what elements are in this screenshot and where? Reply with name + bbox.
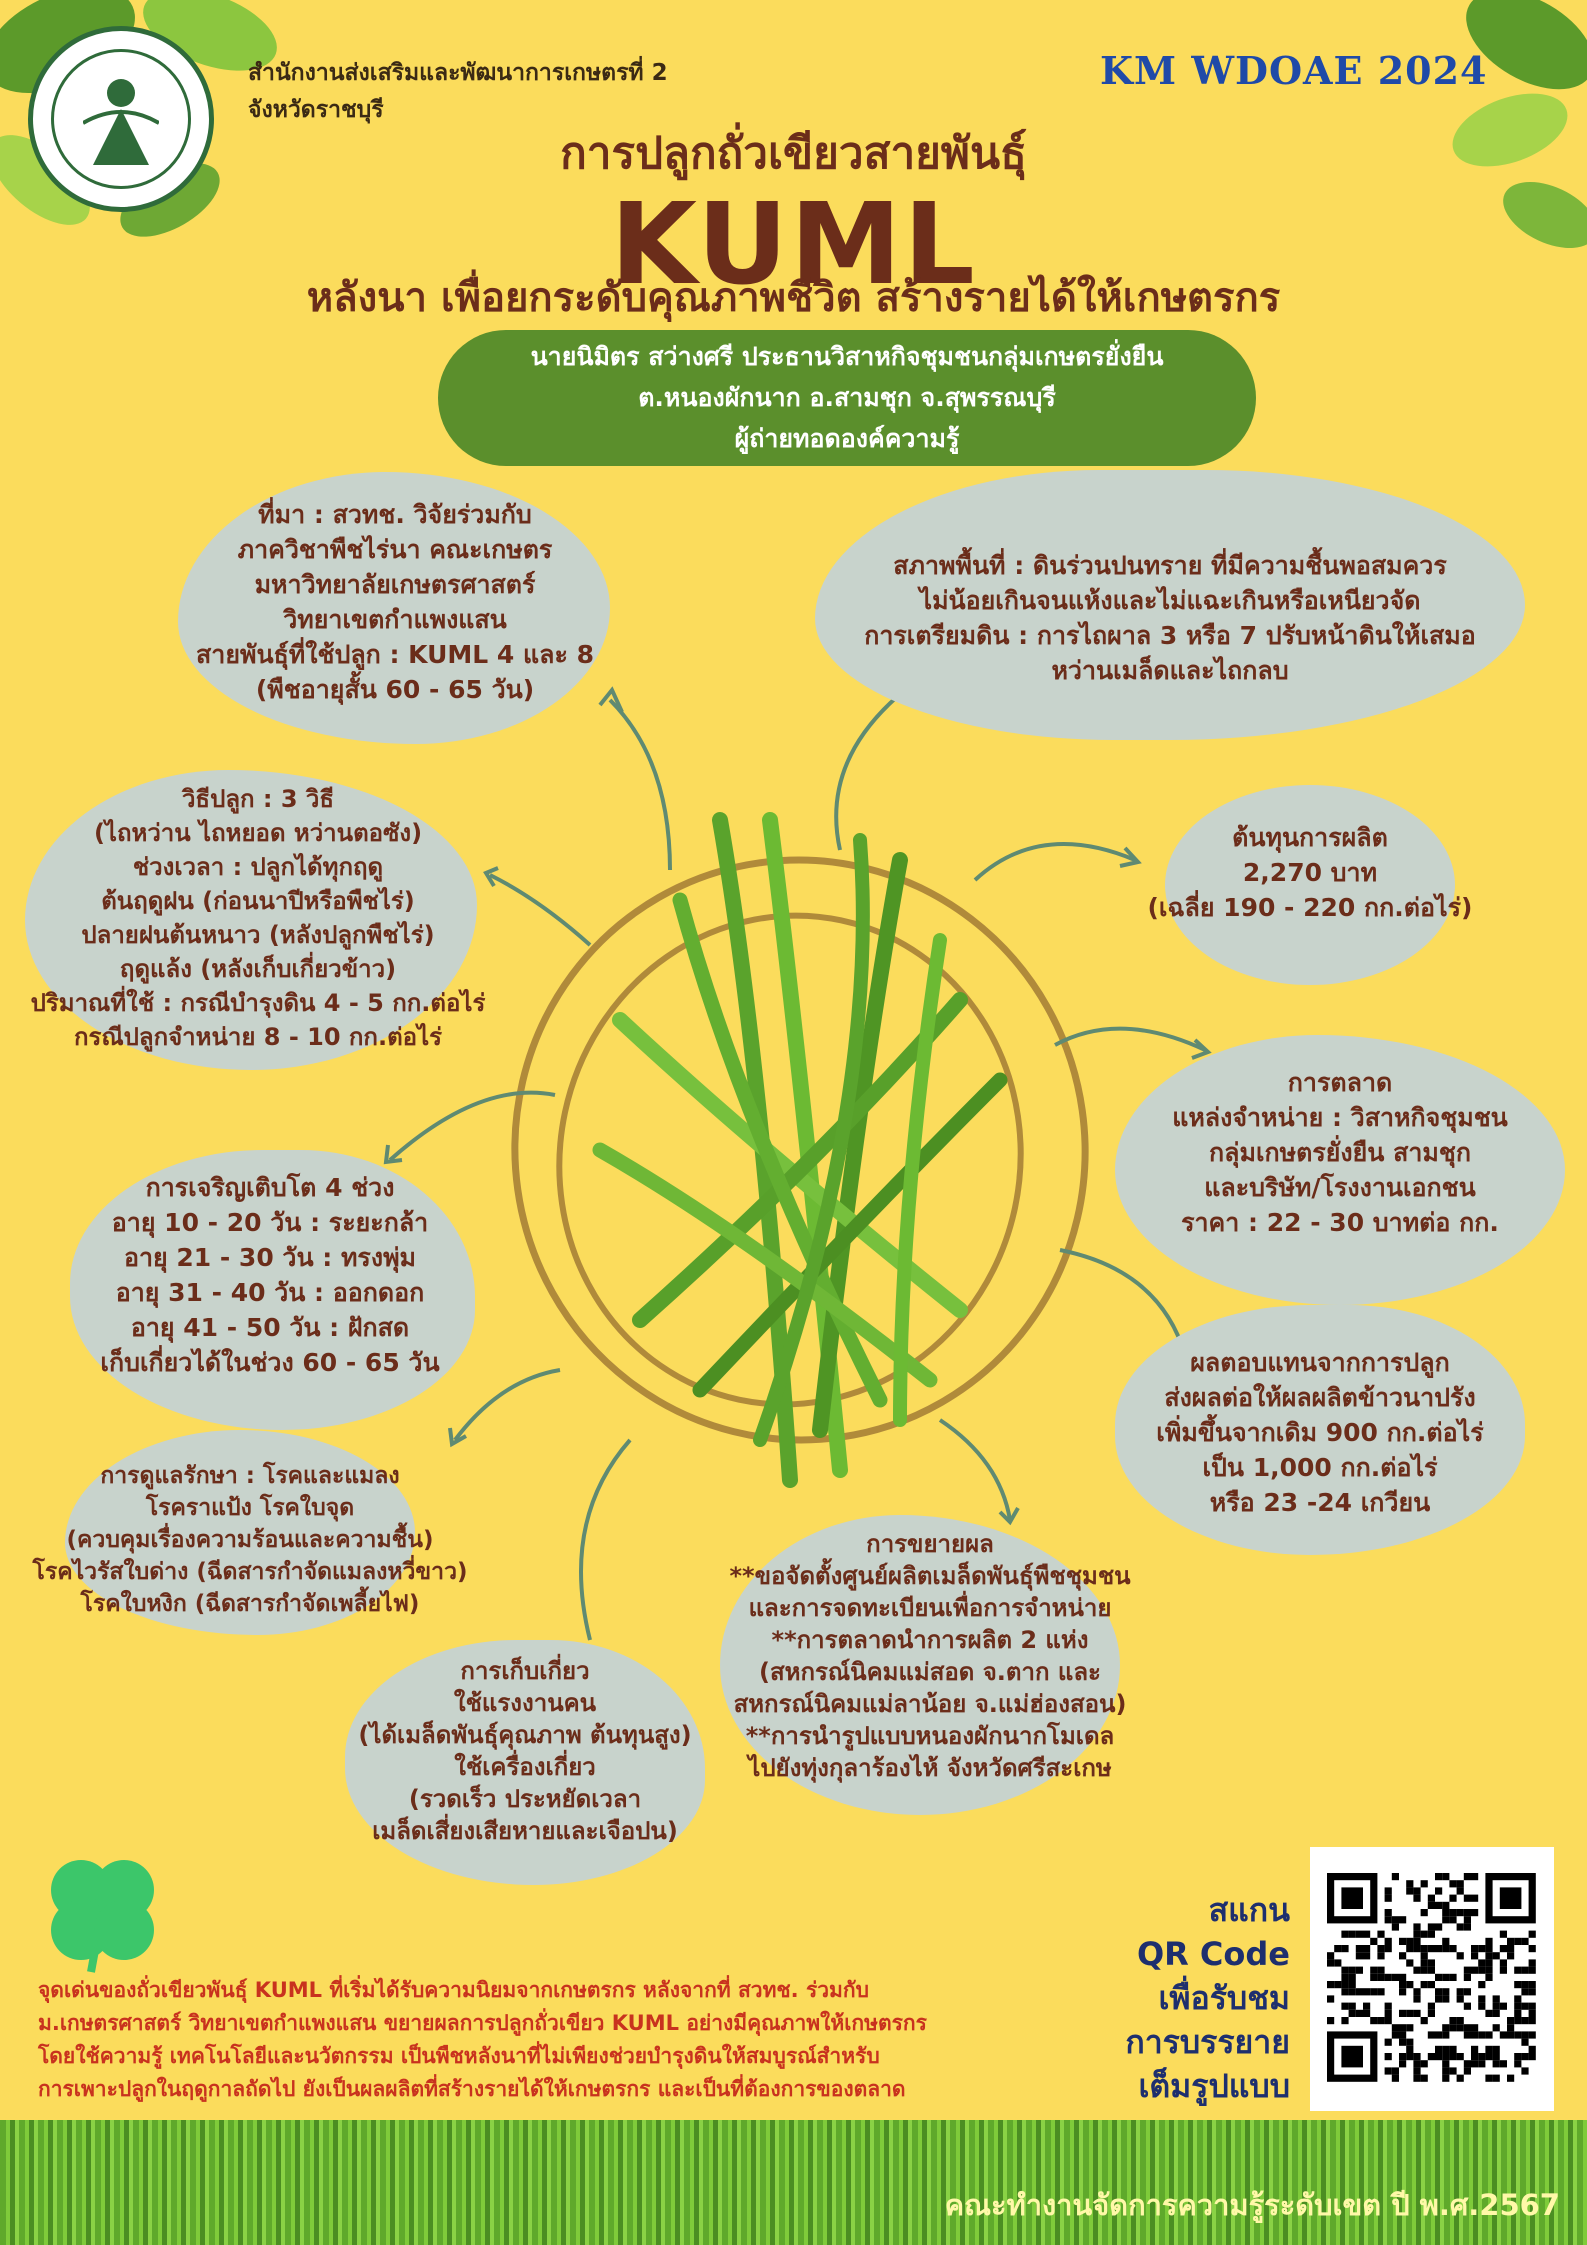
info-line: ใช้แรงงานคน xyxy=(453,1689,597,1717)
method-info xyxy=(18,782,498,1054)
info-line: แหล่งจำหน่าย : วิสาหกิจชุมชน xyxy=(1172,1103,1508,1132)
info-line: **การนำรูปแบบหนองผักนากโมเดล xyxy=(745,1722,1115,1750)
info-line: (เฉลี่ย 190 - 220 กก.ต่อไร่) xyxy=(1147,893,1473,922)
info-line: กรณีปลูกจำหน่าย 8 - 10 กก.ต่อไร่ xyxy=(73,1023,443,1051)
info-line: ใช้เครื่องเกี่ยว xyxy=(454,1753,596,1781)
info-line: ภาควิชาพืชไร่นา คณะเกษตร xyxy=(237,535,553,564)
info-line: (ได้เมล็ดพันธุ์คุณภาพ ต้นทุนสูง) xyxy=(358,1721,692,1749)
title-kuml: KUML xyxy=(610,180,977,310)
info-line: (ไถหว่าน ไถหยอด หว่านตอซัง) xyxy=(93,819,423,847)
cost-info xyxy=(1120,820,1500,925)
info-line: อายุ 31 - 40 วัน : ออกดอก xyxy=(115,1278,425,1307)
info-line: และบริษัท/โรงงานเอกชน xyxy=(1204,1173,1476,1202)
info-line: ไม่น้อยเกินจนแห้งและไม่แฉะเกินหรือเหนียวจัด xyxy=(919,586,1421,615)
growth-info xyxy=(55,1170,485,1380)
info-line: โรคไวรัสใบด่าง (ฉีดสารกำจัดแมลงหวี่ขาว) xyxy=(32,1559,468,1585)
info-line: การตลาด xyxy=(1287,1068,1393,1097)
clover-icon xyxy=(36,1850,166,1975)
care-info xyxy=(20,1460,480,1620)
expand-info xyxy=(690,1528,1170,1784)
info-line: การเก็บเกี่ยว xyxy=(460,1657,590,1685)
highlight-note xyxy=(38,1974,1078,2106)
source-info xyxy=(160,497,630,707)
info-line: วิทยาเขตกำแพงแสน xyxy=(283,605,507,634)
org-line-2: จังหวัดราชบุรี xyxy=(248,97,384,123)
info-line: ฤดูแล้ง (หลังเก็บเกี่ยวข้าว) xyxy=(119,955,397,983)
info-line: การขยายผล xyxy=(866,1530,994,1558)
scan-line: เพื่อรับชม xyxy=(1158,1979,1290,2017)
info-line: เพิ่มขึ้นจากเดิม 900 กก.ต่อไร่ xyxy=(1156,1418,1484,1447)
info-line: ช่วงเวลา : ปลูกได้ทุกฤดู xyxy=(132,853,384,881)
qr-code[interactable] xyxy=(1310,1847,1554,2111)
qr-code-icon xyxy=(1310,1847,1554,2111)
presenter-line: นายนิมิตร สว่างศรี ประธานวิสาหกิจชุมชนกลุ่มเกษตรยั่งยืน xyxy=(530,342,1164,371)
market-info xyxy=(1130,1065,1550,1240)
info-line: (พืชอายุสั้น 60 - 65 วัน) xyxy=(255,675,535,704)
info-line: ต้นทุนการผลิต xyxy=(1232,823,1388,852)
info-line: สหกรณ์นิคมแม่ลาน้อย จ.แม่ฮ่องสอน) xyxy=(733,1690,1127,1718)
info-line: ปลายฝนต้นหนาว (หลังปลูกพืชไร่) xyxy=(81,921,435,949)
scan-instructions xyxy=(1100,1888,1290,2108)
km-label: KM WDOAE 2024 xyxy=(1100,48,1488,93)
info-line: การดูแลรักษา : โรคและแมลง xyxy=(100,1463,400,1489)
title-subtitle: หลังนา เพื่อยกระดับคุณภาพชีวิต สร้างรายได้ให้เกษตรกร xyxy=(306,275,1281,321)
info-line: ราคา : 22 - 30 บาทต่อ กก. xyxy=(1181,1208,1499,1237)
info-line: **ขอจัดตั้งศูนย์ผลิตเมล็ดพันธุ์พืชชุมชน xyxy=(729,1562,1131,1590)
info-line: วิธีปลูก : 3 วิธี xyxy=(181,785,335,813)
info-line: (รวดเร็ว ประหยัดเวลา xyxy=(408,1785,642,1813)
info-line: หรือ 23 -24 เกวียน xyxy=(1209,1488,1431,1517)
info-line: อายุ 10 - 20 วัน : ระยะกล้า xyxy=(111,1208,429,1237)
info-line: 2,270 บาท xyxy=(1242,858,1378,887)
info-line: และการจดทะเบียนเพื่อการจำหน่าย xyxy=(748,1594,1112,1622)
info-line: อายุ 21 - 30 วัน : ทรงพุ่ม xyxy=(123,1243,417,1272)
info-line: การเตรียมดิน : การไถผาล 3 หรือ 7 ปรับหน้าดินให้เสมอ xyxy=(864,621,1476,650)
note-line: การเพาะปลูกในฤดูกาลถัดไป ยังเป็นผลผลิตที่สร้างรายได้ให้เกษตรกร และเป็นที่ต้องการของตลาด xyxy=(38,2077,906,2101)
info-line: ต้นฤดูฝน (ก่อนนาปีหรือพืชไร่) xyxy=(101,887,415,915)
info-line: สายพันธุ์ที่ใช้ปลูก : KUML 4 และ 8 xyxy=(196,640,594,669)
return-info xyxy=(1110,1345,1530,1520)
info-line: อายุ 41 - 50 วัน : ฝักสด xyxy=(130,1313,410,1342)
info-line: ส่งผลต่อให้ผลผลิตข้าวนาปรัง xyxy=(1164,1383,1476,1412)
footer-credit: คณะทำงานจัดการความรู้ระดับเขต ปี พ.ศ.2567 xyxy=(944,2188,1560,2222)
scan-line: สแกน xyxy=(1208,1891,1290,1929)
presenter-line: ต.หนองผักนาก อ.สามชุก จ.สุพรรณบุรี xyxy=(638,383,1056,412)
info-line: การเจริญเติบโต 4 ช่วง xyxy=(145,1173,395,1202)
info-line: โรคราแป้ง โรคใบจุด xyxy=(145,1495,355,1521)
soil-info xyxy=(805,548,1535,688)
title-line-1: การปลูกถั่วเขียวสายพันธุ์ xyxy=(560,128,1027,179)
info-line: ปริมาณที่ใช้ : กรณีบำรุงดิน 4 - 5 กก.ต่อไร่ xyxy=(30,989,486,1017)
info-line: เป็น 1,000 กก.ต่อไร่ xyxy=(1202,1453,1438,1482)
info-line: ที่มา : สวทช. วิจัยร่วมกับ xyxy=(258,500,532,529)
info-line: กลุ่มเกษตรยั่งยืน สามชุก xyxy=(1209,1138,1471,1167)
org-line-1: สำนักงานส่งเสริมและพัฒนาการเกษตรที่ 2 xyxy=(248,60,668,86)
scan-line: QR Code xyxy=(1136,1935,1290,1973)
info-line: เก็บเกี่ยวได้ในช่วง 60 - 65 วัน xyxy=(100,1348,440,1377)
info-line: สภาพพื้นที่ : ดินร่วนปนทราย ที่มีความชื้นพอสมควร xyxy=(893,551,1447,580)
info-line: เมล็ดเสี่ยงเสียหายและเจือปน) xyxy=(372,1817,678,1845)
harvest-info xyxy=(310,1655,740,1847)
info-line: (ควบคุมเรื่องความร้อนและความชื้น) xyxy=(66,1527,434,1553)
info-line: โรคใบหงิก (ฉีดสารกำจัดเพลี้ยไฟ) xyxy=(80,1591,420,1617)
info-line: **การตลาดนำการผลิต 2 แห่ง xyxy=(771,1626,1089,1654)
info-line: ผลตอบแทนจากการปลูก xyxy=(1190,1348,1450,1377)
note-line: จุดเด่นของถั่วเขียวพันธุ์ KUML ที่เริ่มได้รับความนิยมจากเกษตรกร หลังจากที่ สวทช. ร่วมกับ xyxy=(38,1978,869,2002)
info-line: (สหกรณ์นิคมแม่สอด จ.ตาก และ xyxy=(759,1658,1101,1686)
note-line: ม.เกษตรศาสตร์ วิทยาเขตกำแพงแสน ขยายผลการปลูกถั่วเขียว KUML อย่างมีคุณภาพให้เกษตรกร xyxy=(38,2011,927,2035)
info-line: หว่านเมล็ดและไถกลบ xyxy=(1051,656,1289,685)
scan-line: การบรรยาย xyxy=(1125,2023,1290,2061)
note-line: โดยใช้ความรู้ เทคโนโลยีและนวัตกรรม เป็นพืชหลังนาที่ไม่เพียงช่วยบำรุงดินให้สมบูรณ์สำหรับ xyxy=(38,2044,880,2068)
scan-line: เต็มรูปแบบ xyxy=(1138,2067,1290,2105)
info-line: ไปยังทุ่งกุลาร้องไห้ จังหวัดศรีสะเกษ xyxy=(748,1754,1112,1782)
presenter-line: ผู้ถ่ายทอดองค์ความรู้ xyxy=(734,424,960,453)
info-line: มหาวิทยาลัยเกษตรศาสตร์ xyxy=(254,570,536,599)
